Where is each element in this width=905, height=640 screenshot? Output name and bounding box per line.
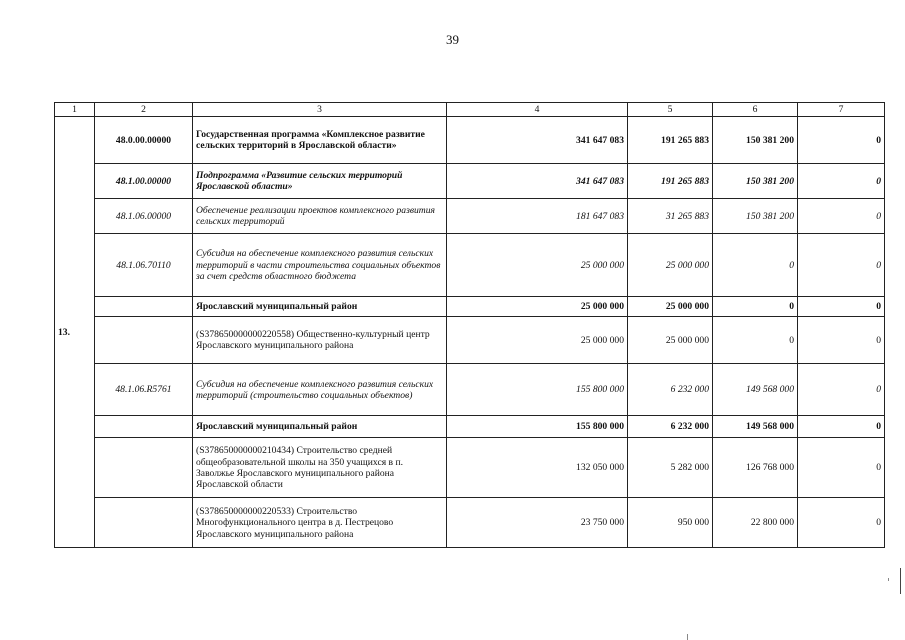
row-value-4: 132 050 000 xyxy=(447,438,628,498)
row-code xyxy=(95,498,193,548)
row-value-7: 0 xyxy=(798,234,885,297)
row-name: (S378650000000220533) Строительство Многофункционального центра в д. Пестрецово Ярославского муниципального района xyxy=(193,498,447,548)
table-row xyxy=(55,117,885,164)
row-code xyxy=(95,297,193,317)
row-value-5: 950 000 xyxy=(628,498,713,548)
table-row xyxy=(55,297,885,317)
header-col-7: 7 xyxy=(798,103,885,117)
table-header-row xyxy=(55,103,885,117)
budget-table xyxy=(54,102,885,548)
row-value-7: 0 xyxy=(798,317,885,364)
row-value-6: 0 xyxy=(713,297,798,317)
row-value-4: 341 647 083 xyxy=(447,117,628,164)
page-number: 39 xyxy=(446,32,459,47)
scan-mark xyxy=(900,568,901,594)
row-value-5: 6 232 000 xyxy=(628,416,713,438)
row-value-5: 25 000 000 xyxy=(628,234,713,297)
scan-mark xyxy=(888,578,889,581)
row-code: 48.1.06.70110 xyxy=(95,234,193,297)
row-code xyxy=(95,416,193,438)
row-value-5: 5 282 000 xyxy=(628,438,713,498)
row-name: Субсидия на обеспечение комплексного развития сельских территорий (строительство социальных объектов) xyxy=(193,364,447,416)
table-row xyxy=(55,364,885,416)
row-value-4: 181 647 083 xyxy=(447,199,628,234)
row-value-4: 155 800 000 xyxy=(447,416,628,438)
table-row xyxy=(55,416,885,438)
scan-mark xyxy=(687,634,688,640)
row-value-5: 25 000 000 xyxy=(628,297,713,317)
header-col-5: 5 xyxy=(628,103,713,117)
row-value-5: 191 265 883 xyxy=(628,117,713,164)
table-row xyxy=(55,498,885,548)
row-value-4: 25 000 000 xyxy=(447,317,628,364)
row-value-7: 0 xyxy=(798,164,885,199)
row-value-6: 150 381 200 xyxy=(713,117,798,164)
row-value-4: 341 647 083 xyxy=(447,164,628,199)
row-name: Субсидия на обеспечение комплексного развития сельских территорий в части строительства социальных объектов за счет средств областного бюджета xyxy=(193,234,447,297)
row-code: 48.1.00.00000 xyxy=(95,164,193,199)
row-value-6: 150 381 200 xyxy=(713,199,798,234)
row-value-4: 25 000 000 xyxy=(447,297,628,317)
table-row xyxy=(55,438,885,498)
row-code xyxy=(95,438,193,498)
row-name: (S378650000000220558) Общественно-культурный центр Ярославского муниципального района xyxy=(193,317,447,364)
table-row xyxy=(55,317,885,364)
row-value-6: 149 568 000 xyxy=(713,364,798,416)
row-name: Ярославский муниципальный район xyxy=(193,416,447,438)
row-code: 48.1.06.R5761 xyxy=(95,364,193,416)
row-value-7: 0 xyxy=(798,199,885,234)
row-code: 48.0.00.00000 xyxy=(95,117,193,164)
row-name: (S378650000000210434) Строительство средней общеобразовательной школы на 350 учащихся в п. Заволжье Ярославского муниципального района Ярославской области xyxy=(193,438,447,498)
row-name: Обеспечение реализации проектов комплексного развития сельских территорий xyxy=(193,199,447,234)
row-name: Подпрограмма «Развитие сельских территорий Ярославской области» xyxy=(193,164,447,199)
table-row xyxy=(55,164,885,199)
row-value-4: 155 800 000 xyxy=(447,364,628,416)
header-col-6: 6 xyxy=(713,103,798,117)
table-row xyxy=(55,234,885,297)
row-value-7: 0 xyxy=(798,438,885,498)
row-name: Ярославский муниципальный район xyxy=(193,297,447,317)
row-value-6: 126 768 000 xyxy=(713,438,798,498)
row-name: Государственная программа «Комплексное развитие сельских территорий в Ярославской области» xyxy=(193,117,447,164)
header-col-2: 2 xyxy=(95,103,193,117)
row-value-6: 0 xyxy=(713,317,798,364)
row-code: 48.1.06.00000 xyxy=(95,199,193,234)
header-col-4: 4 xyxy=(447,103,628,117)
row-value-7: 0 xyxy=(798,416,885,438)
header-col-1: 1 xyxy=(55,103,95,117)
header-col-3: 3 xyxy=(193,103,447,117)
row-value-4: 25 000 000 xyxy=(447,234,628,297)
row-value-4: 23 750 000 xyxy=(447,498,628,548)
row-value-5: 6 232 000 xyxy=(628,364,713,416)
row-value-6: 149 568 000 xyxy=(713,416,798,438)
row-value-6: 150 381 200 xyxy=(713,164,798,199)
row-value-7: 0 xyxy=(798,498,885,548)
row-code xyxy=(95,317,193,364)
table-row xyxy=(55,199,885,234)
row-value-5: 25 000 000 xyxy=(628,317,713,364)
row-value-5: 191 265 883 xyxy=(628,164,713,199)
row-number: 13. xyxy=(55,117,95,548)
row-value-7: 0 xyxy=(798,364,885,416)
row-value-7: 0 xyxy=(798,117,885,164)
row-value-6: 22 800 000 xyxy=(713,498,798,548)
row-value-7: 0 xyxy=(798,297,885,317)
row-value-5: 31 265 883 xyxy=(628,199,713,234)
row-value-6: 0 xyxy=(713,234,798,297)
